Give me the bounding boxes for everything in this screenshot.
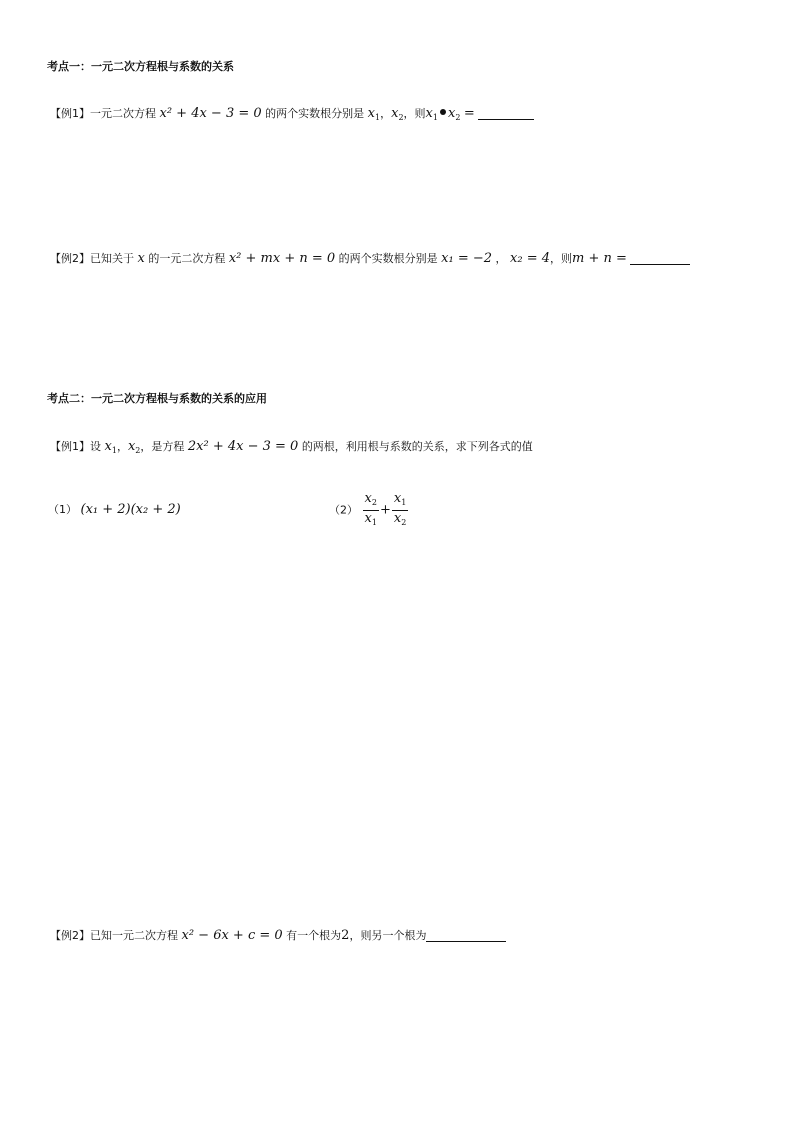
example-text: 已知一元二次方程 [90,929,178,942]
answer-blank[interactable] [426,929,506,942]
equation: x² + mx + n = 0 [228,251,336,266]
separator: ， [380,107,392,120]
fraction-x1-over-x2: $\frac{x_1}{x_2}$ [393,491,407,527]
multiply-dot-icon [440,109,446,115]
answer-blank[interactable] [478,107,534,120]
example-text: 一元二次方程 [90,107,156,120]
example-text: ，则 [550,252,573,265]
equation: x² + 4x − 3 = 0 [159,106,262,121]
expression: m + n = [572,251,627,266]
section2-example1 [50,439,533,459]
section1-heading: 考点一：一元二次方程根与系数的关系 [47,60,234,73]
example-text: ，则 [403,107,426,120]
part2 [329,491,409,530]
given-root: 2 [341,928,350,943]
example-text: 的两根，利用根与系数的关系，求下列各式的值 [301,440,533,453]
product-x1: $x_1$ [425,106,438,122]
example-text: ，则另一个根为 [349,929,427,942]
root1: x₁ = −2 [441,251,493,266]
separator: ， [116,440,128,453]
fraction-x2-over-x1: $\frac{x_2}{x_1}$ [364,491,377,527]
equation: x² − 6x + c = 0 [181,928,283,943]
product-x2: $x_2$ [447,106,461,122]
root-x1: $x_1$ [104,439,117,455]
section1-example1 [50,106,534,126]
example-tag: 【例1】 [50,107,90,120]
part-label: （2） [329,503,358,517]
root2: x₂ = 4 [510,251,551,266]
section1-example2 [50,251,690,267]
equation: 2x² + 4x − 3 = 0 [187,439,299,454]
example-text: 的两个实数根分别是 [338,252,438,265]
example-text: 设 [90,440,101,453]
root-x1: $x_1$ [367,106,381,122]
equals-sign: = [463,106,475,121]
example-text: ，是方程 [140,440,185,453]
example-text: 的两个实数根分别是 [265,107,365,120]
section2-heading: 考点二：一元二次方程根与系数的关系的应用 [47,392,267,405]
part-label: （1） [48,503,77,516]
example-text: 已知关于 [90,252,134,265]
example-text: 的一元二次方程 [148,252,226,265]
example-text: 有一个根为 [286,929,342,942]
example-tag: 【例2】 [50,929,90,942]
root-x2: $x_2$ [391,106,404,122]
root-x2: $x_2$ [127,439,141,455]
example-tag: 【例1】 [50,440,90,453]
answer-blank[interactable] [630,252,690,265]
separator: ， [495,252,507,265]
example-tag: 【例2】 [50,252,90,265]
variable-x: x [137,251,145,266]
plus-sign: + [379,502,391,518]
section2-example2 [50,928,506,944]
part1-expression: (x₁ + 2)(x₂ + 2) [80,502,181,517]
part1 [48,502,181,518]
